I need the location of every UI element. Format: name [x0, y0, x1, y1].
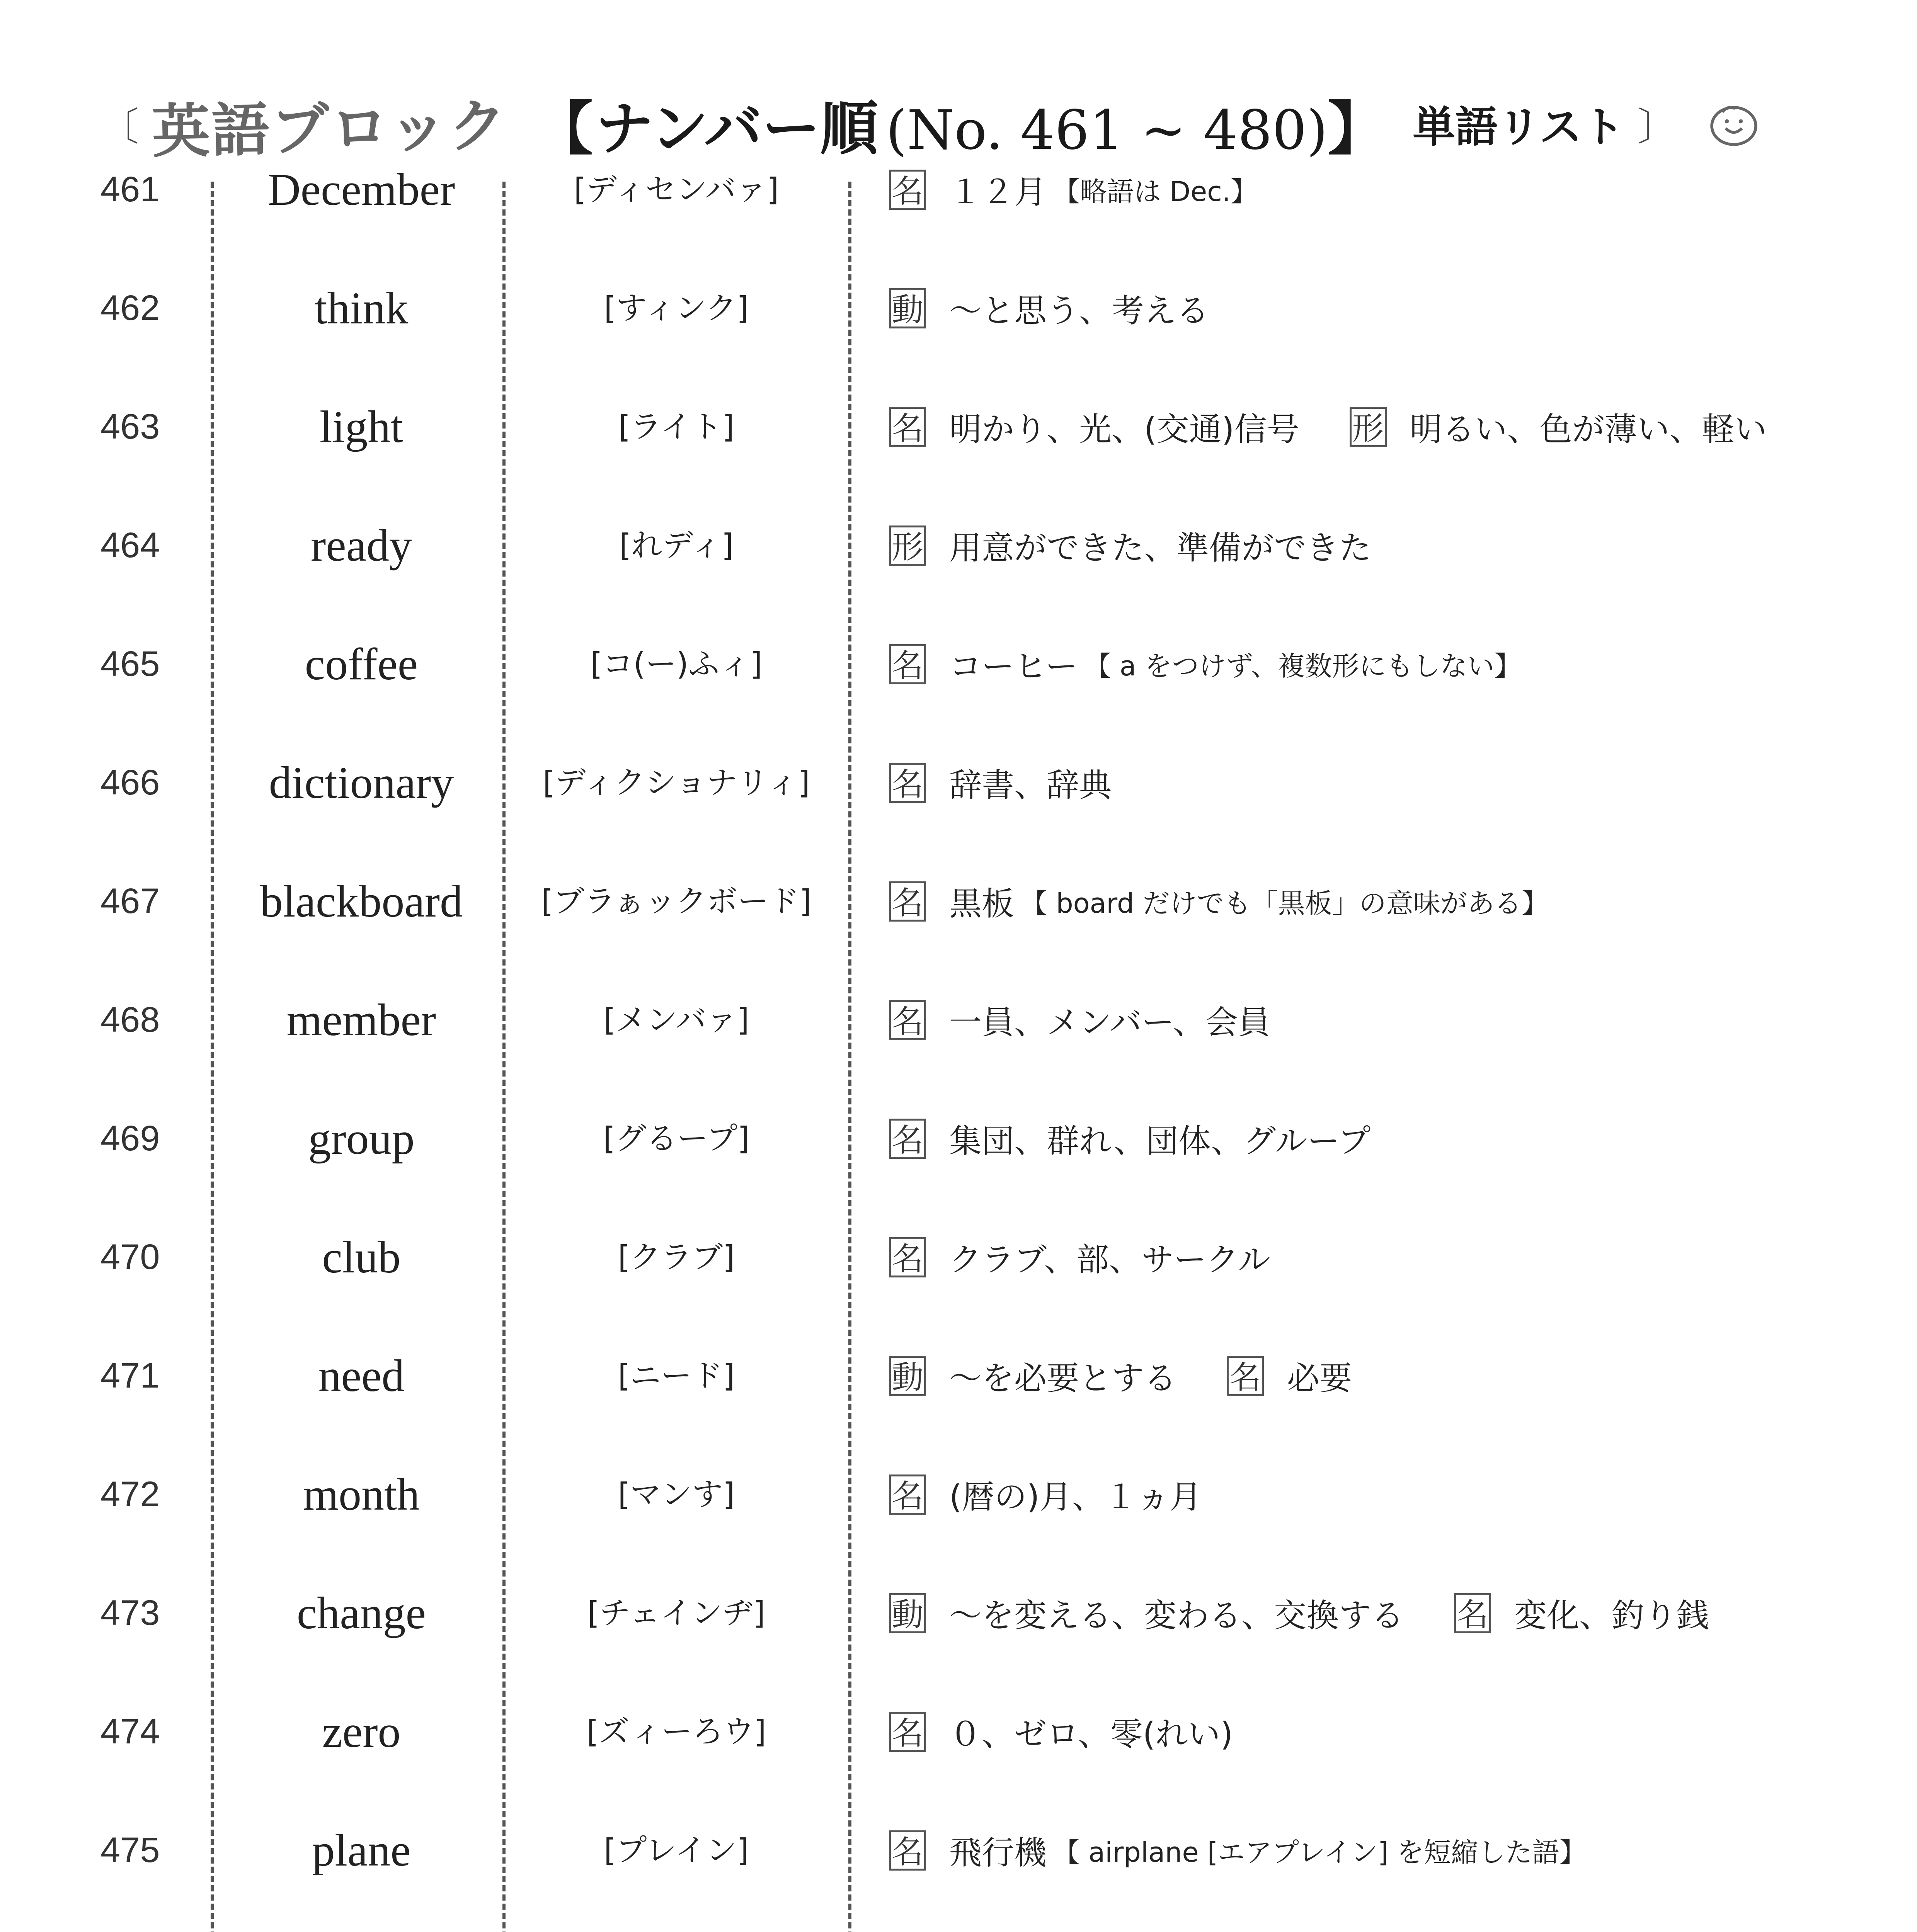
english-word: group — [308, 1113, 415, 1164]
english-word — [218, 1910, 504, 1932]
usage-note: 【 a をつけず、複数形にもしない】 — [1084, 650, 1522, 682]
meaning-cell — [889, 130, 1894, 249]
english-word: club — [322, 1232, 401, 1282]
pronunciation: [メンバァ] — [603, 1002, 749, 1038]
english-word: need — [318, 1350, 405, 1401]
title-main-close: 】 — [1328, 95, 1386, 163]
pronunciation: [コ(ー)ふィ] — [590, 646, 763, 682]
entry-number — [100, 1910, 178, 1932]
english-word: dictionary — [269, 757, 454, 808]
entry-number: 464 — [100, 526, 160, 565]
pronunciation: [ズィーろウ] — [586, 1714, 766, 1750]
part-of-speech-badge: 動 — [889, 1356, 926, 1396]
english-word: ready — [310, 520, 412, 571]
meaning-text: ０、ゼロ、零(れい) — [949, 1715, 1233, 1753]
english-word: light — [319, 401, 403, 452]
part-of-speech-badge: 名 — [889, 1237, 926, 1277]
meaning-text: １２月 — [949, 173, 1047, 211]
meaning-text: 黒板 — [949, 885, 1015, 923]
meaning-cell — [889, 1079, 1894, 1198]
english-word: December — [267, 164, 455, 215]
table-row — [0, 723, 1917, 842]
title-range: (No. 461 ~ 480) — [886, 99, 1328, 162]
meaning-text: クラブ、部、サークル — [949, 1241, 1270, 1279]
meaning-cell — [889, 1554, 1894, 1672]
meaning-text: 集団、群れ、団体、グループ — [949, 1122, 1371, 1160]
pronunciation: [れディ] — [619, 527, 734, 563]
part-of-speech-badge: 名 — [889, 1119, 926, 1159]
part-of-speech-badge: 名 — [889, 1000, 926, 1040]
part-of-speech-badge-secondary: 名 — [1227, 1356, 1264, 1396]
meaning-cell — [889, 723, 1894, 842]
meaning-text: ～を変える、変わる、交換する — [949, 1597, 1404, 1634]
meaning-text-secondary: 明るい、色が薄い、軽い — [1410, 410, 1767, 448]
usage-note: 【略語は Dec.】 — [1053, 176, 1258, 207]
entry-number: 468 — [100, 1000, 160, 1039]
entry-number: 470 — [100, 1237, 160, 1277]
entry-number: 473 — [100, 1593, 160, 1633]
pronunciation: [ニード] — [618, 1358, 735, 1394]
table-row — [0, 961, 1917, 1079]
meaning-text: 飛行機 — [949, 1834, 1047, 1872]
english-word: coffee — [305, 639, 418, 689]
part-of-speech-badge: 名 — [889, 1475, 926, 1515]
title-list-label: 単語リスト — [1413, 102, 1625, 152]
entry-number: 461 — [100, 170, 160, 209]
pronunciation — [516, 1910, 837, 1932]
meaning-text: (暦の)月、１ヵ月 — [949, 1478, 1202, 1516]
meaning-text: 用意ができた、準備ができた — [949, 529, 1372, 567]
entry-number: 462 — [100, 288, 160, 328]
english-word: blackboard — [260, 876, 463, 927]
pronunciation: [ディクショナリィ] — [543, 765, 810, 801]
meaning-cell — [889, 367, 1894, 486]
entry-number: 463 — [100, 407, 160, 446]
pronunciation: [グるープ] — [603, 1121, 750, 1156]
usage-note: 【 board だけでも「黒板」の意味がある】 — [1020, 888, 1549, 919]
entry-number: 465 — [100, 644, 160, 684]
table-row — [0, 605, 1917, 723]
english-word: zero — [322, 1706, 401, 1757]
table-row — [0, 486, 1917, 605]
table-row — [0, 1672, 1917, 1791]
title-open-bracket: 〔 — [100, 104, 139, 150]
pronunciation: [ブラぁックボード] — [541, 883, 812, 919]
entry-number: 467 — [100, 881, 160, 921]
meaning-text: ～と思う、考える — [949, 292, 1209, 330]
part-of-speech-badge: 名 — [889, 1830, 926, 1871]
part-of-speech-badge-secondary: 形 — [1350, 407, 1387, 447]
table-row — [0, 249, 1917, 367]
pronunciation: [プレイン] — [604, 1832, 749, 1868]
table-row — [0, 1316, 1917, 1435]
english-word: member — [286, 995, 436, 1045]
part-of-speech-badge-secondary: 名 — [1454, 1593, 1491, 1633]
part-of-speech-badge: 名 — [889, 881, 926, 922]
table-row — [0, 1910, 1917, 1932]
meaning-text: ～を必要とする — [949, 1359, 1177, 1397]
entry-number: 466 — [100, 763, 160, 802]
meaning-cell — [889, 1791, 1894, 1910]
meaning-text: 辞書、辞典 — [949, 766, 1112, 804]
part-of-speech-badge: 動 — [889, 1593, 926, 1633]
meaning-cell — [889, 1910, 1894, 1932]
part-of-speech-badge: 名 — [889, 1712, 926, 1752]
pronunciation: [ディセンバァ] — [574, 172, 779, 207]
table-row — [0, 842, 1917, 961]
table-row — [0, 1791, 1917, 1910]
meaning-cell — [889, 1198, 1894, 1316]
meaning-text: コーヒー — [949, 648, 1078, 685]
table-row — [0, 130, 1917, 249]
pronunciation: [チェインヂ] — [587, 1595, 766, 1631]
meaning-text-secondary: 変化、釣り銭 — [1514, 1597, 1709, 1634]
entry-number: 471 — [100, 1356, 160, 1395]
part-of-speech-badge: 動 — [889, 288, 926, 328]
meaning-cell — [889, 1435, 1894, 1554]
meaning-cell — [889, 486, 1894, 605]
entry-number: 475 — [100, 1830, 160, 1870]
brand-logo-text: 英語ブロック — [151, 92, 509, 166]
table-row — [0, 1079, 1917, 1198]
part-of-speech-badge: 名 — [889, 763, 926, 803]
table-row — [0, 367, 1917, 486]
part-of-speech-badge: 形 — [889, 526, 926, 566]
pronunciation: [すィンク] — [604, 290, 749, 326]
pronunciation: [ライト] — [618, 409, 735, 445]
meaning-text-secondary: 必要 — [1287, 1359, 1352, 1397]
meaning-cell — [889, 249, 1894, 367]
title-close-bracket: 〕 — [1638, 104, 1677, 150]
title-main-label: ナンバー順 — [595, 95, 878, 163]
meaning-cell — [889, 961, 1894, 1079]
table-row — [0, 1435, 1917, 1554]
table-row — [0, 1554, 1917, 1672]
meaning-cell — [889, 1316, 1894, 1435]
meaning-text: 一員、メンバー、会員 — [949, 1003, 1270, 1041]
entry-number: 472 — [100, 1475, 160, 1514]
english-word: plane — [312, 1825, 411, 1876]
pronunciation: [クラブ] — [618, 1239, 735, 1275]
usage-note: 【 airplane [エアプレイン] を短縮した語】 — [1053, 1837, 1587, 1868]
part-of-speech-badge: 名 — [889, 407, 926, 447]
meaning-cell — [889, 605, 1894, 723]
english-word: think — [314, 283, 409, 333]
meaning-cell — [889, 842, 1894, 961]
english-word: month — [303, 1469, 420, 1520]
part-of-speech-badge: 名 — [889, 644, 926, 684]
meaning-cell — [889, 1672, 1894, 1791]
meaning-text: 明かり、光、(交通)信号 — [949, 410, 1299, 448]
title-main-open: 【 — [535, 95, 593, 163]
entry-number: 474 — [100, 1712, 160, 1751]
part-of-speech-badge: 名 — [889, 170, 926, 210]
pronunciation: [マンす] — [618, 1476, 735, 1512]
table-row — [0, 1198, 1917, 1316]
english-word: change — [296, 1588, 426, 1638]
entry-number: 469 — [100, 1119, 160, 1158]
